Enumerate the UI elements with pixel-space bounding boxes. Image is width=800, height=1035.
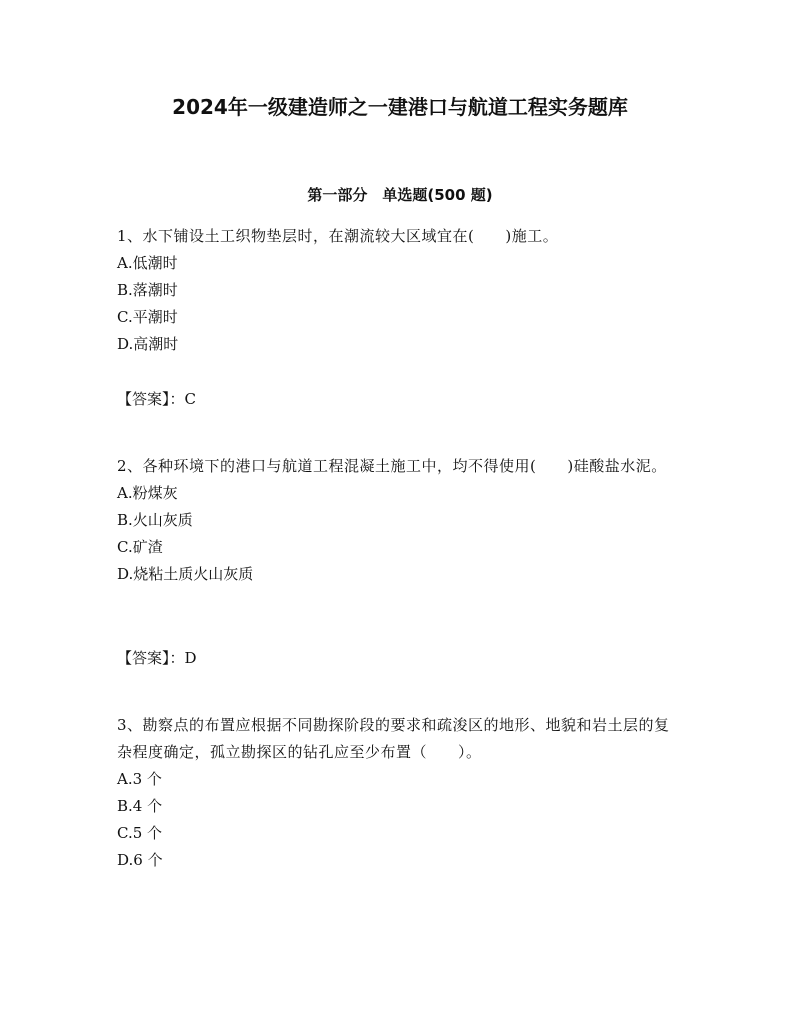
question-3	[117, 712, 683, 874]
option-d: D.烧粘土质火山灰质	[117, 565, 254, 583]
option-d: D.6 个	[117, 851, 163, 869]
answer-2: 【答案】：D	[117, 649, 197, 667]
option-a: A.3 个	[117, 770, 162, 788]
question-stem: 1、水下铺设土工织物垫层时，在潮流较大区域宜在( )施工。	[117, 227, 559, 245]
question-stem: 2、各种环境下的港口与航道工程混凝土施工中，均不得使用( )硅酸盐水泥。	[117, 457, 667, 475]
option-a: A.粉煤灰	[117, 484, 178, 502]
option-c: C.矿渣	[117, 538, 163, 556]
option-b: B.落潮时	[117, 281, 178, 299]
option-b: B.4 个	[117, 797, 163, 815]
option-d: D.高潮时	[117, 335, 179, 353]
document-title: 2024年一级建造师之一建港口与航道工程实务题库	[172, 95, 628, 119]
section-title: 第一部分 单选题(500 题)	[307, 186, 493, 204]
option-b: B.火山灰质	[117, 511, 193, 529]
option-c: C.平潮时	[117, 308, 178, 326]
question-stem: 3、勘察点的布置应根据不同勘探阶段的要求和疏浚区的地形、地貌和岩土层的复杂程度确定，孤立勘探区的钻孔应至少布置（ ）。	[117, 716, 670, 761]
question-1	[117, 223, 683, 358]
option-a: A.低潮时	[117, 254, 178, 272]
question-2	[117, 453, 683, 588]
answer-1: 【答案】：C	[117, 390, 196, 408]
option-c: C.5 个	[117, 824, 163, 842]
